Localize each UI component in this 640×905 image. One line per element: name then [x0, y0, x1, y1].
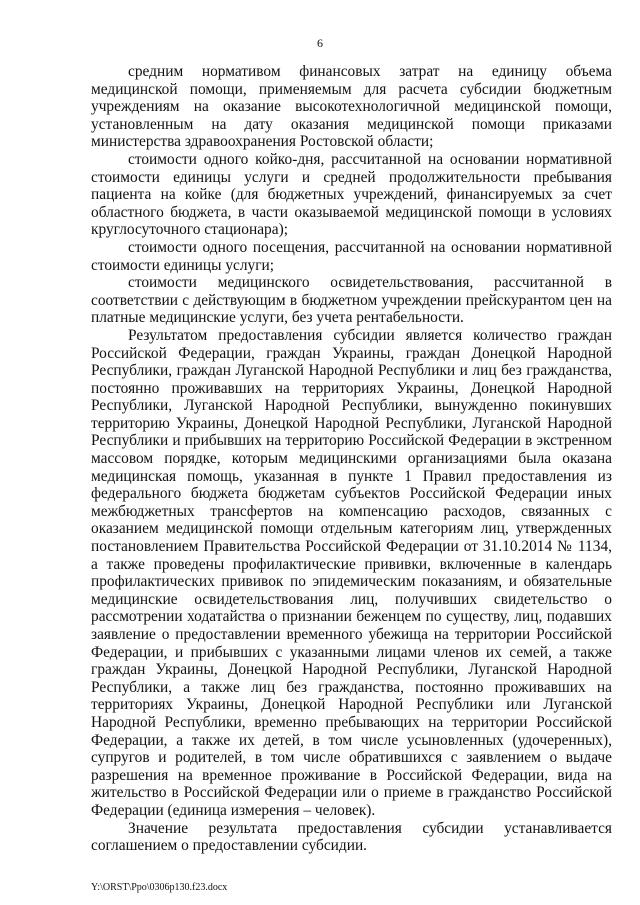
paragraph: стоимости медицинского освидетельствования, рассчитанной в соответствии с действующим в бюджетном учреждении прейскурантом цен на платные медицинские услуги, без учета рентабельности. — [91, 274, 612, 327]
paragraph: стоимости одного посещения, рассчитанной на основании нормативной стоимости единицы услуги; — [91, 238, 612, 274]
paragraph: Результатом предоставления субсидии является количество граждан Российской Федерации, граждан Украины, граждан Донецкой Народной Республики, граждан Луганской Народной Республики и лиц без гражданства, постоянно проживавших на территориях Украины, Донецкой Народной Республики, Луганской Народной Республики, вынужденно покинувших территорию Украины, Донецкой Народной Республики, Луганской Народной Республики и прибывших на территорию Российской Федерации в экстренном массовом порядке, которым медицинскими организациями была оказана медицинская помощь, указанная в пункте 1 Правил предоставления из федерального бюджета бюджетам субъектов Российской Федерации иных межбюджетных трансфертов на компенсацию расходов, связанных с оказанием медицинской помощи отдельным категориям лиц, утвержденных постановлением Правительства Российской Федерации от 31.10.2014 № 1134, а также проведены профилактические прививки, включенные в календарь профилактических прививок по эпидемическим показаниям, и обязательные медицинские освидетельствования лиц, получивших свидетельство о рассмотрении ходатайства о признании беженцем по существу, лиц, подавших заявление о предоставлении временного убежища на территории Российской Федерации, и прибывших с указанными лицами членов их семей, а также граждан Украины, Донецкой Народной Республики, Луганской Народной Республики, а также лиц без гражданства, постоянно проживавших на территориях Украины, Донецкой Народной Республики или Луганской Народной Республики, временно пребывающих на территории Российской Федерации, а также их детей, в том числе усыновленных (удочеренных), супругов и родителей, в том числе обратившихся с заявлением о выдаче разрешения на временное проживание в Российской Федерации, вида на жительство в Российской Федерации или о приеме в гражданство Российской Федерации (единица измерения – человек). — [91, 326, 612, 819]
document-body — [91, 63, 612, 855]
paragraph: Значение результата предоставления субсидии устанавливается соглашением о предоставлении субсидии. — [91, 819, 612, 855]
page-number: 6 — [317, 36, 323, 50]
footer-file-path: Y:\ORST\Ppo\0306p130.f23.docx — [91, 882, 228, 893]
paragraph: стоимости одного койко-дня, рассчитанной на основании нормативной стоимости единицы услуги и средней продолжительности пребывания пациента на койке (для бюджетных учреждений, финансируемых за счет областного бюджета, в части оказываемой медицинской помощи в условиях круглосуточного стационара); — [91, 150, 612, 239]
paragraph: средним нормативом финансовых затрат на единицу объема медицинской помощи, применяемым для расчета субсидии бюджетным учреждениям на оказание высокотехнологичной медицинской помощи, установленным на дату оказания медицинской помощи приказами министерства здравоохранения Ростовской области; — [91, 63, 612, 151]
